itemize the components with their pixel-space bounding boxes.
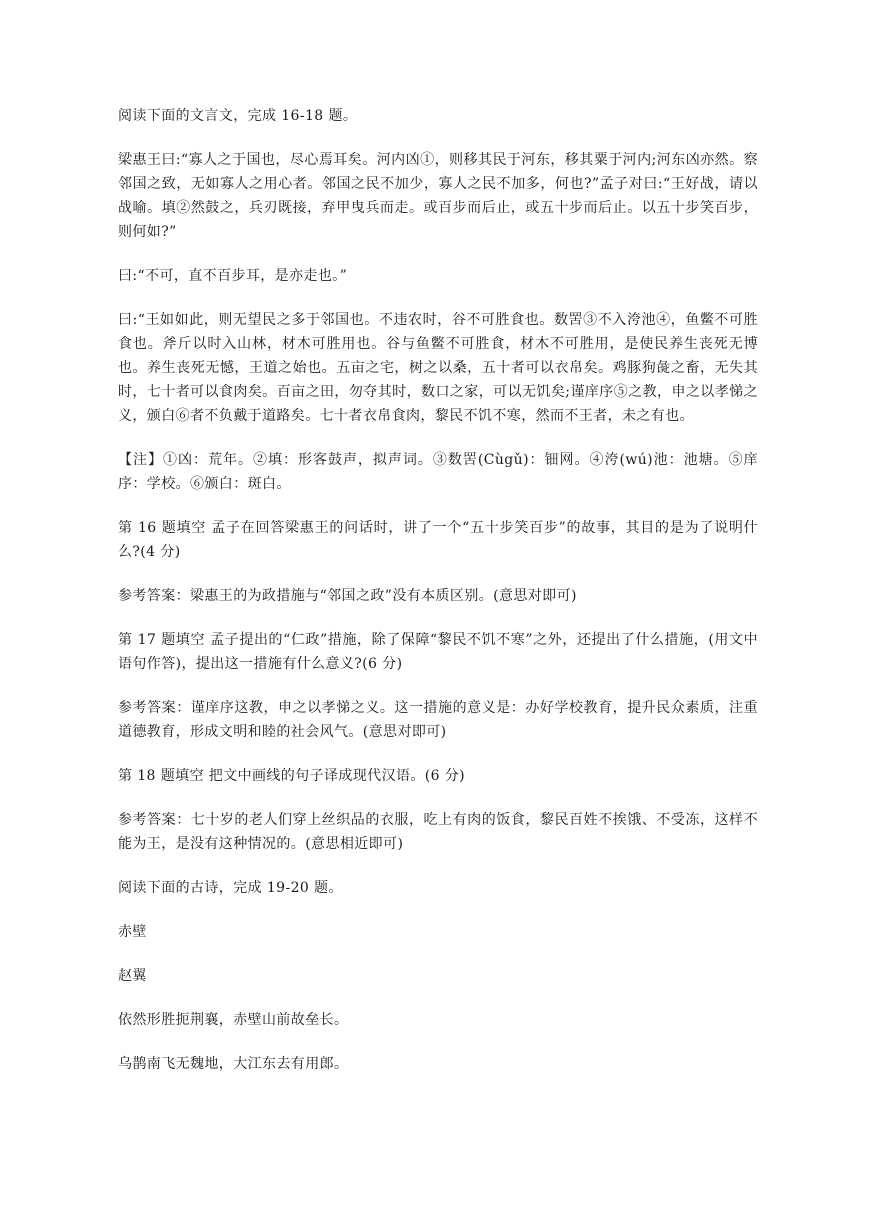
question-18: 第 18 题填空 把文中画线的句子译成现代汉语。(6 分)	[118, 768, 466, 784]
document-page	[118, 104, 758, 1096]
passage-paragraph-1: 梁惠王曰:“寡人之于国也，尽心焉耳矣。河内凶①，则移其民于河东，移其粟于河内;河东凶亦然。察邻国之致，无如寡人之用心者。邻国之民不加少，寡人之民不加多，何也?”孟子对曰:“王好战，请以战喻。填②然鼓之，兵刃既接，弃甲曳兵而走。或百步而后止，或五十步而后止。以五十步笑百步，则何如?”	[118, 152, 758, 240]
poem-author: 赵翼	[118, 968, 147, 984]
poem-title: 赤壁	[118, 924, 147, 940]
answer-18: 参考答案：七十岁的老人们穿上丝织品的衣服，吃上有肉的饭食，黎民百姓不挨饿、不受冻，这样不能为王，是没有这种情况的。(意思相近即可)	[118, 812, 758, 852]
question-17: 第 17 题填空 孟子提出的“仁政”措施，除了保障“黎民不饥不寒”之外，还提出了什么措施，(用文中语句作答)，提出这一措施有什么意义?(6 分)	[118, 632, 758, 672]
question-16: 第 16 题填空 孟子在回答梁惠王的问话时，讲了一个“五十步笑百步”的故事，其目的是为了说明什么?(4 分)	[118, 520, 758, 560]
poem-line-2: 乌鹊南飞无魏地，大江东去有用郎。	[118, 1056, 349, 1072]
poem-line-1: 依然形胜扼荆襄，赤壁山前故垒长。	[118, 1012, 349, 1028]
reading-intro: 阅读下面的文言文，完成 16-18 题。	[118, 108, 358, 124]
poem-intro: 阅读下面的古诗，完成 19-20 题。	[118, 880, 343, 896]
passage-paragraph-3: 曰:“王如如此，则无望民之多于邻国也。不违农时，谷不可胜食也。数罟③不入洿池④，鱼鳖不可胜食也。斧斤以时入山林，材木可胜用也。谷与鱼鳖不可胜食，材木不可胜用，是使民养生丧死无博也。养生丧死无憾，王道之始也。五亩之宅，树之以桑，五十者可以衣帛矣。鸡豚狗彘之畜，无失其时，七十者可以食肉矣。百亩之田，勿夺其时，数口之家，可以无饥矣;谨庠序⑤之教，申之以孝悌之义，颁白⑥者不负戴于道路矣。七十者衣帛食肉，黎民不饥不寒，然而不王者，未之有也。	[118, 312, 758, 424]
answer-16: 参考答案：梁惠王的为政措施与“邻国之政”没有本质区别。(意思对即可)	[118, 588, 577, 604]
passage-paragraph-2: 曰:“不可，直不百步耳，是亦走也。”	[118, 268, 348, 284]
annotation-notes: 【注】①凶：荒年。②填：形客鼓声，拟声词。③数罟(Cùgǔ)：钿网。④洿(wú)池：池塘。⑤庠序：学校。⑥颁白：斑白。	[118, 452, 758, 492]
answer-17: 参考答案：谨庠序这教，申之以孝悌之义。这一措施的意义是：办好学校教育，提升民众素质，注重道德教育，形成文明和睦的社会风气。(意思对即可)	[118, 700, 758, 740]
